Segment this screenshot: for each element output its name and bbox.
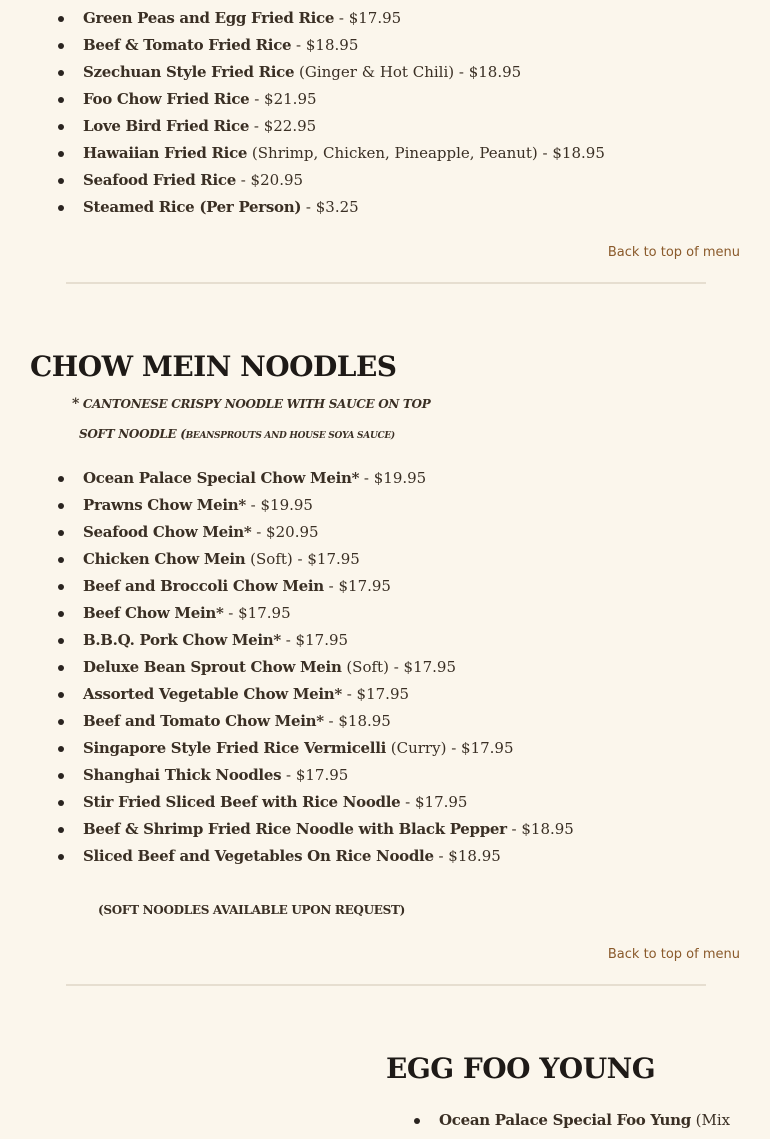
menu-item: [58, 735, 574, 762]
bullet-icon: [58, 746, 64, 752]
menu-item-price: - $19.95: [245, 496, 313, 514]
menu-item-name: Ocean Palace Special Chow Mein*: [83, 469, 360, 487]
menu-item-price: - $17.95: [223, 604, 291, 622]
note-text: SOFT NOODLE (: [79, 427, 186, 441]
menu-item-price: (Curry) - $17.95: [386, 739, 514, 757]
menu-item-price: - $19.95: [359, 469, 427, 487]
bullet-icon: [58, 43, 64, 49]
menu-item-price: - $20.95: [251, 523, 319, 541]
menu-item-price: (Soft) - $17.95: [341, 658, 457, 676]
back-to-top-link[interactable]: Back to top of menu: [607, 947, 740, 962]
chow-mein-list: [58, 465, 574, 870]
bullet-icon: [58, 611, 64, 617]
menu-item-price: - $17.95: [323, 577, 391, 595]
menu-item: [58, 708, 574, 735]
bullet-icon: [58, 800, 64, 806]
menu-item-name: Deluxe Bean Sprout Chow Mein: [83, 658, 342, 676]
soft-noodles-footnote: (SOFT NOODLES AVAILABLE UPON REQUEST): [98, 903, 405, 917]
menu-item: [58, 5, 605, 32]
menu-item-price: - $17.95: [281, 766, 349, 784]
bullet-icon: [414, 1118, 420, 1124]
bullet-icon: [58, 178, 64, 184]
menu-item-name: Steamed Rice (Per Person): [83, 198, 302, 216]
bullet-icon: [58, 557, 64, 563]
bullet-icon: [58, 16, 64, 22]
menu-item-name: Chicken Chow Mein: [83, 550, 246, 568]
bullet-icon: [58, 638, 64, 644]
section-divider: [66, 282, 706, 284]
menu-item-name: Assorted Vegetable Chow Mein*: [83, 685, 342, 703]
menu-item: [414, 1107, 730, 1134]
bullet-icon: [58, 827, 64, 833]
menu-item-price: - $22.95: [249, 117, 317, 135]
menu-item: [58, 573, 574, 600]
bullet-icon: [58, 503, 64, 509]
section-title-chow-mein: CHOW MEIN NOODLES: [30, 350, 397, 383]
bullet-icon: [58, 151, 64, 157]
note-star: *: [72, 396, 80, 412]
menu-item-name: Sliced Beef and Vegetables On Rice Noodle: [83, 847, 434, 865]
bullet-icon: [58, 719, 64, 725]
menu-item-price: (Mix: [690, 1111, 731, 1129]
menu-item: [58, 654, 574, 681]
bullet-icon: [58, 773, 64, 779]
menu-item-price: - $18.95: [506, 820, 574, 838]
menu-item-name: Beef & Shrimp Fried Rice Noodle with Black Pepper: [83, 820, 507, 838]
menu-item-name: B.B.Q. Pork Chow Mein*: [83, 631, 281, 649]
menu-item-name: Seafood Fried Rice: [83, 171, 236, 189]
menu-item-price: (Ginger & Hot Chili) - $18.95: [294, 63, 522, 81]
menu-item-price: - $17.95: [280, 631, 349, 649]
menu-item-price: - $18.95: [433, 847, 501, 865]
menu-item-name: Beef & Tomato Fried Rice: [83, 36, 292, 54]
note-small-text: BEANSPROUTS AND HOUSE SOYA SAUCE): [185, 431, 395, 441]
menu-item-name: Foo Chow Fried Rice: [83, 90, 250, 108]
bullet-icon: [58, 205, 64, 211]
menu-item: [58, 600, 574, 627]
section-divider: [66, 984, 706, 986]
back-to-top-link[interactable]: Back to top of menu: [607, 245, 740, 260]
bullet-icon: [58, 584, 64, 590]
fried-rice-list: [58, 5, 605, 221]
menu-item-name: Singapore Style Fried Rice Vermicelli: [83, 739, 386, 757]
menu-item: [58, 546, 574, 573]
bullet-icon: [58, 665, 64, 671]
noodle-note-crispy: [72, 396, 430, 412]
menu-item-name: Prawns Chow Mein*: [83, 496, 246, 514]
bullet-icon: [58, 70, 64, 76]
menu-item-price: - $17.95: [334, 9, 402, 27]
bullet-icon: [58, 692, 64, 698]
menu-item: [58, 167, 605, 194]
bullet-icon: [58, 854, 64, 860]
menu-item-name: Green Peas and Egg Fried Rice: [83, 9, 335, 27]
menu-item-price: - $18.95: [291, 36, 359, 54]
noodle-note-soft: [79, 427, 395, 441]
menu-item: [58, 32, 605, 59]
menu-item: [58, 627, 574, 654]
menu-item: [58, 816, 574, 843]
menu-item: [58, 113, 605, 140]
menu-item-name: Ocean Palace Special Foo Yung: [439, 1111, 691, 1129]
menu-item-name: Beef and Broccoli Chow Mein: [83, 577, 324, 595]
menu-item-name: Stir Fried Sliced Beef with Rice Noodle: [83, 793, 401, 811]
bullet-icon: [58, 97, 64, 103]
menu-item-name: Shanghai Thick Noodles: [83, 766, 282, 784]
bullet-icon: [58, 476, 64, 482]
menu-item-price: - $20.95: [235, 171, 304, 189]
menu-item: [58, 681, 574, 708]
menu-item-name: Beef Chow Mein*: [83, 604, 224, 622]
menu-item-price: - $18.95: [323, 712, 391, 730]
menu-item-name: Beef and Tomato Chow Mein*: [83, 712, 324, 730]
menu-item-price: - $3.25: [301, 198, 359, 216]
section-title-egg-foo-young: EGG FOO YOUNG: [386, 1052, 656, 1085]
menu-item: [58, 194, 605, 221]
menu-item: [58, 789, 574, 816]
menu-item-name: Seafood Chow Mein*: [83, 523, 252, 541]
menu-item: [58, 519, 574, 546]
menu-item-price: - $17.95: [341, 685, 410, 703]
menu-item-price: (Soft) - $17.95: [245, 550, 360, 568]
menu-item: [58, 140, 605, 167]
menu-item: [58, 843, 574, 870]
note-text: CANTONESE CRISPY NOODLE WITH SAUCE ON TOP: [82, 397, 431, 411]
menu-item: [58, 762, 574, 789]
menu-item-price: (Shrimp, Chicken, Pineapple, Peanut) - $18.95: [247, 144, 605, 162]
bullet-icon: [58, 530, 64, 536]
menu-item-name: Love Bird Fried Rice: [83, 117, 250, 135]
menu-item-price: - $17.95: [400, 793, 468, 811]
menu-item: [58, 465, 574, 492]
menu-item-name: Szechuan Style Fried Rice: [83, 63, 295, 81]
menu-item-price: - $21.95: [249, 90, 317, 108]
menu-item: [58, 86, 605, 113]
menu-item: [58, 59, 605, 86]
bullet-icon: [58, 124, 64, 130]
egg-foo-young-list: [414, 1107, 730, 1134]
menu-item-name: Hawaiian Fried Rice: [83, 144, 248, 162]
menu-item: [58, 492, 574, 519]
